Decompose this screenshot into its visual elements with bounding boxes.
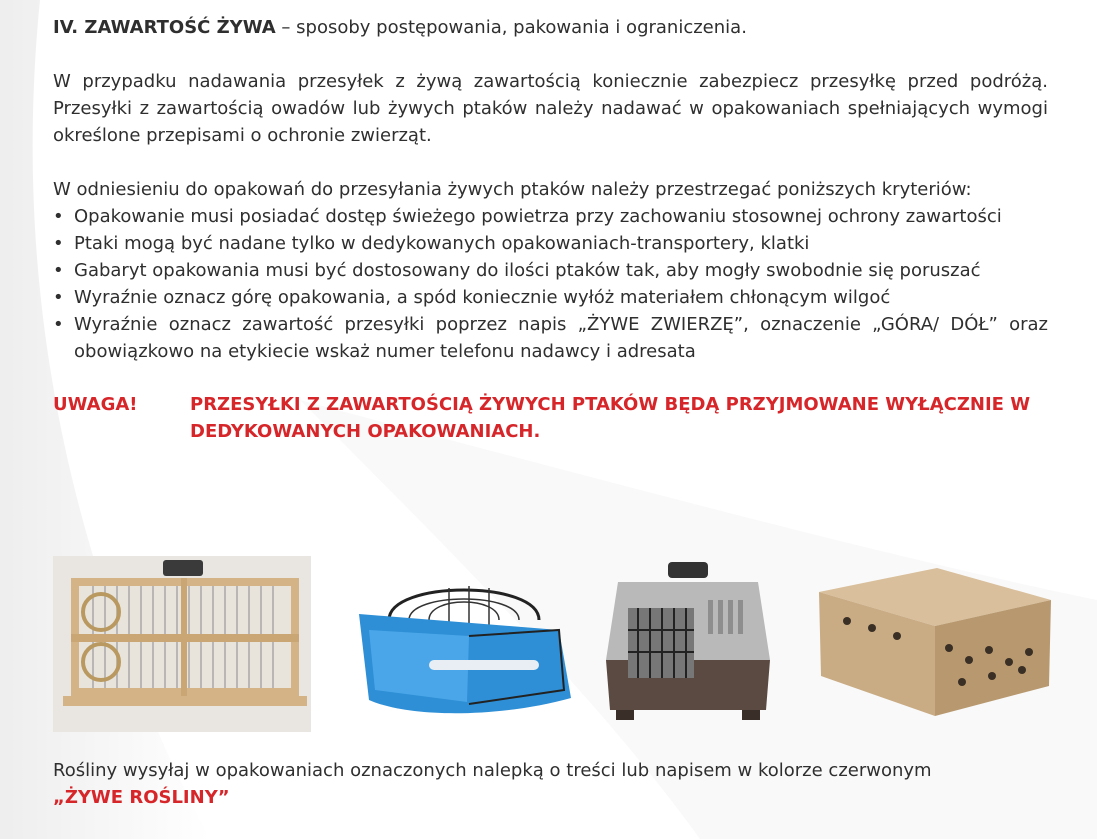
warning-label: UWAGA! [53,394,138,415]
warning-notice [53,391,1048,445]
list-item: • Wyraźnie oznacz górę opakowania, a spód koniecznie wyłóż materiałem chłonącym wilgoć [53,287,891,308]
criteria-intro-paragraph: W odniesieniu do opakowań do przesyłania żywych ptaków należy przestrzegać poniższych kryteriów: [53,179,972,200]
cardboard-box-image [817,566,1053,718]
list-item: • Ptaki mogą być nadane tylko w dedykowanych opakowaniach-transportery, klatki [53,233,810,254]
document-body [53,14,1048,445]
wooden-cage-image [53,556,311,732]
blue-carrier-image [349,570,581,720]
grey-carrier-image [598,560,778,732]
plants-note [53,757,1053,811]
warning-text: PRZESYŁKI Z ZAWARTOŚCIĄ ŻYWYCH PTAKÓW BĘDĄ PRZYJMOWANE WYŁĄCZNIE W DEDYKOWANYCH OPAKOWANIACH. [190,394,1031,442]
list-item: • Opakowanie musi posiadać dostęp świeżego powietrza przy zachowaniu stosownej ochrony zawartości [53,206,1002,227]
list-item: • Gabaryt opakowania musi być dostosowany do ilości ptaków tak, aby mogły swobodnie się poruszać [53,260,981,281]
section-heading-title: IV. ZAWARTOŚĆ ŻYWA [53,17,276,38]
section-heading-subtitle: – sposoby postępowania, pakowania i ograniczenia. [275,17,747,38]
plants-note-text: Rośliny wysyłaj w opakowaniach oznaczonych nalepką o treści lub napisem w kolorze czerwonym [53,760,932,781]
packaging-images [53,556,1053,732]
plants-note-highlight: „ŻYWE ROŚLINY” [53,787,230,808]
criteria-list [53,203,1048,365]
intro-paragraph: W przypadku nadawania przesyłek z żywą zawartością koniecznie zabezpiecz przesyłkę przed podróżą. Przesyłki z zawartością owadów lub żywych ptaków należy nadawać w opakowaniach spełniających wymogi określone przepisami o ochronie zwierząt. [53,71,1048,146]
list-item: • Wyraźnie oznacz zawartość przesyłki poprzez napis „ŻYWE ZWIERZĘ”, oznaczenie „GÓRA/ DÓŁ” oraz obowiązkowo na etykiecie wskaż numer telefonu nadawcy i adresata [53,314,1048,362]
section-heading [53,14,1048,41]
